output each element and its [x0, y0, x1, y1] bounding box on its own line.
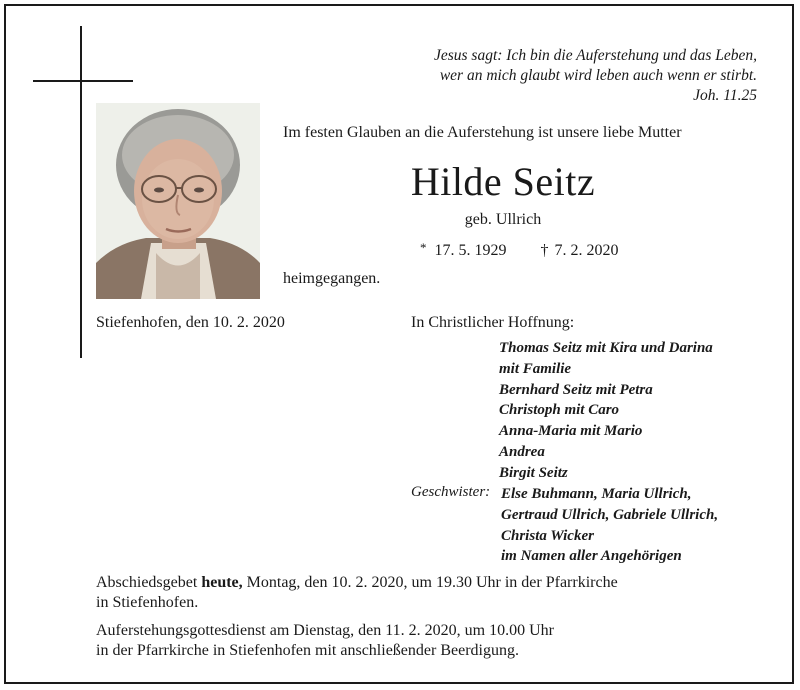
- prayer-text-start: Abschiedsgebet: [96, 574, 202, 591]
- service-text-line1: Auferstehungsgottesdienst am Dienstag, den 11. 2. 2020, um 10.00 Uhr: [96, 622, 555, 639]
- portrait-photo: [96, 103, 260, 299]
- sibling-line: im Namen aller Angehörigen: [501, 548, 682, 565]
- place-date: Stiefenhofen, den 10. 2. 2020: [96, 314, 285, 331]
- birth-star-icon: *: [420, 240, 427, 255]
- service-notice: [96, 621, 554, 661]
- mourner-line: Thomas Seitz mit Kira und Darina: [499, 340, 713, 356]
- intro-text: Im festen Glauben an die Auferstehung ist unsere liebe Mutter: [283, 124, 682, 141]
- birth-name: geb. Ullrich: [464, 211, 542, 228]
- mourner-line: mit Familie: [499, 360, 572, 377]
- mourner-line: Bernhard Seitz mit Petra: [499, 381, 653, 398]
- mourner-line: Anna-Maria mit Mario: [499, 423, 643, 440]
- mourner-line: Birgit Seitz: [499, 464, 568, 481]
- hope-label: In Christlicher Hoffnung:: [411, 314, 575, 331]
- death-date: 7. 2. 2020: [554, 242, 619, 259]
- prayer-text-line2: in Stiefenhofen.: [96, 594, 199, 611]
- sibling-line: Gertraud Ullrich, Gabriele Ullrich,: [501, 506, 719, 523]
- mourner-line: Andrea: [499, 443, 545, 460]
- siblings-label: Geschwister:: [411, 484, 491, 500]
- birth-date: 17. 5. 1929: [434, 242, 507, 259]
- service-text-line2: in der Pfarrkirche in Stiefenhofen mit anschließender Beerdigung.: [96, 642, 519, 659]
- prayer-today: heute,: [201, 574, 243, 591]
- verse-reference: Joh. 11.25: [693, 87, 757, 104]
- prayer-text-end: Montag, den 10. 2. 2020, um 19.30 Uhr in der Pfarrkirche: [242, 574, 618, 591]
- siblings-list: [501, 484, 718, 567]
- sibling-line: Christa Wicker: [501, 527, 594, 544]
- verse-line-1: Jesus sagt: Ich bin die Auferstehung und das Leben,: [433, 47, 757, 64]
- death-cross-icon: †: [540, 242, 549, 259]
- prayer-notice: [96, 573, 618, 613]
- mourner-line: Christoph mit Caro: [499, 402, 620, 419]
- mourners-list: [499, 338, 713, 484]
- bible-verse: [357, 46, 757, 106]
- cross-icon-horizontal: [33, 80, 133, 82]
- cross-icon-vertical: [80, 26, 82, 358]
- sibling-line: Else Buhmann, Maria Ullrich,: [501, 486, 692, 502]
- verse-line-2: wer an mich glaubt wird leben auch wenn er stirbt.: [439, 67, 757, 84]
- life-dates: [420, 240, 619, 260]
- passed-away-text: heimgegangen.: [283, 270, 381, 287]
- portrait-image: [96, 103, 260, 299]
- deceased-name: Hilde Seitz: [410, 159, 596, 204]
